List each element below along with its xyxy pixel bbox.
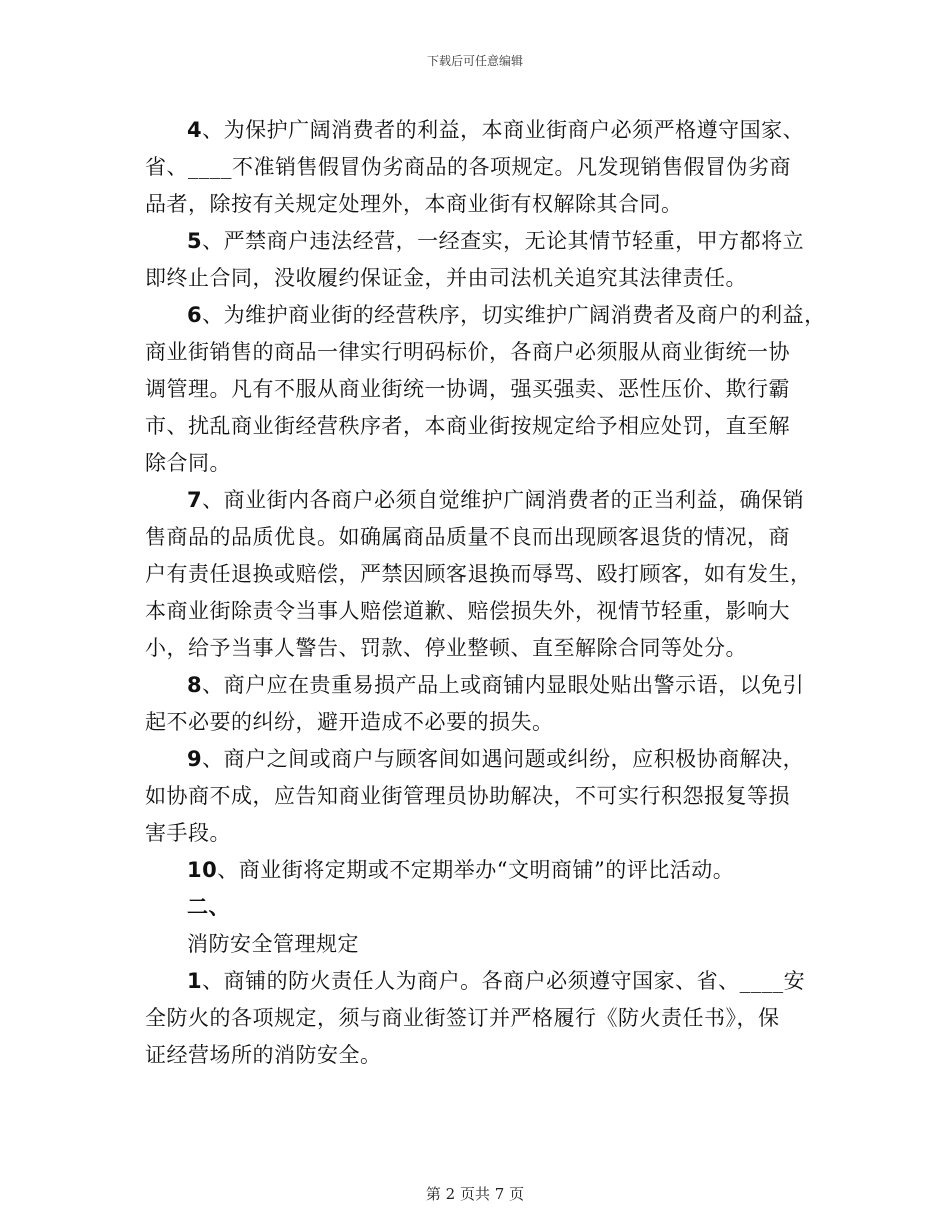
- paragraph-line: [145, 297, 825, 334]
- paragraph-line: 起不必要的纠纷，避开造成不必要的损失。: [145, 710, 554, 734]
- paragraph-line: 调管理。凡有不服从商业街统一协调，强买强卖、恶性压价、欺行霸: [145, 377, 790, 401]
- line-text: 、为维护商业街的经营秩序，切实维护广阔消费者及商户的利益，: [202, 303, 826, 327]
- item-number: 8: [187, 673, 203, 697]
- document-body: [145, 112, 825, 1074]
- paragraph-line: [145, 112, 825, 149]
- line-text: 、为保护广阔消费者的利益，本商业街商户必须严格遵守国家、: [202, 118, 805, 142]
- paragraph-9: [145, 741, 825, 852]
- section-title: [145, 926, 825, 963]
- paragraph-line: [145, 852, 825, 889]
- paragraph-line: 除合同。: [145, 451, 231, 475]
- paragraph-line: 证经营场所的消防安全。: [145, 1043, 382, 1067]
- paragraph-line: 如协商不成，应告知商业街管理员协助解决，不可实行积怨报复等损: [145, 784, 790, 808]
- paragraph-line: [145, 741, 825, 778]
- item-number: 7: [187, 488, 203, 512]
- paragraph-line: 害手段。: [145, 821, 231, 845]
- paragraph-4: [145, 112, 825, 223]
- paragraph-line: [145, 223, 825, 260]
- paragraph-8: [145, 667, 825, 741]
- item-number: 5: [187, 229, 203, 253]
- item-number: 9: [187, 747, 203, 771]
- page-footer: 第 2 页共 7 页: [425, 1185, 525, 1203]
- fire-paragraph-1: [145, 963, 825, 1074]
- paragraph-line: 市、扰乱商业街经营秩序者，本商业街按规定给予相应处罚，直至解: [145, 414, 790, 438]
- paragraph-7: [145, 482, 825, 667]
- section-number: [145, 889, 825, 926]
- paragraph-line: [145, 963, 825, 1000]
- section-number-text: 二、: [187, 895, 230, 919]
- paragraph-line: 商业街销售的商品一律实行明码标价，各商户必须服从商业街统一协: [145, 340, 790, 364]
- paragraph-6: [145, 297, 825, 482]
- section-title-text: 消防安全管理规定: [187, 932, 359, 956]
- paragraph-line: 户有责任退换或赔偿，严禁因顾客退换而辱骂、殴打顾客，如有发生，: [145, 562, 812, 586]
- paragraph-line: 售商品的品质优良。如确属商品质量不良而出现顾客退货的情况，商: [145, 525, 790, 549]
- paragraph-line: 全防火的各项规定，须与商业街签订并严格履行《防火责任书》，保: [145, 1006, 780, 1030]
- item-number: 6: [187, 303, 203, 327]
- line-text: 、商业街内各商户必须自觉维护广阔消费者的正当利益，确保销: [202, 488, 805, 512]
- paragraph-line: 省、____不准销售假冒伪劣商品的各项规定。凡发现销售假冒伪劣商: [145, 155, 791, 179]
- item-number: 1: [187, 969, 203, 993]
- item-number: 4: [187, 118, 203, 142]
- line-text: 、严禁商户违法经营，一经查实，无论其情节轻重，甲方都将立: [202, 229, 805, 253]
- paragraph-line: 本商业街除责令当事人赔偿道歉、赔偿损失外，视情节轻重，影响大: [145, 599, 790, 623]
- page-header: 下载后可任意编辑: [426, 54, 523, 68]
- paragraph-10: [145, 852, 825, 889]
- paragraph-line: 品者，除按有关规定处理外，本商业街有权解除其合同。: [145, 192, 683, 216]
- paragraph-line: 小，给予当事人警告、罚款、停业整顿、直至解除合同等处分。: [145, 636, 747, 660]
- line-text: 、商户应在贵重易损产品上或商铺内显眼处贴出警示语，以免引: [202, 673, 805, 697]
- item-number: 10: [187, 858, 218, 882]
- paragraph-5: [145, 223, 825, 297]
- paragraph-line: 即终止合同，没收履约保证金，并由司法机关追究其法律责任。: [145, 266, 747, 290]
- line-text: 、商户之间或商户与顾客间如遇问题或纠纷，应积极协商解决，: [202, 747, 805, 771]
- line-text: 、商铺的防火责任人为商户。各商户必须遵守国家、省、____安: [202, 969, 806, 993]
- paragraph-line: [145, 482, 825, 519]
- line-text: 、商业街将定期或不定期举办“文明商铺”的评比活动。: [217, 858, 735, 882]
- paragraph-line: [145, 667, 825, 704]
